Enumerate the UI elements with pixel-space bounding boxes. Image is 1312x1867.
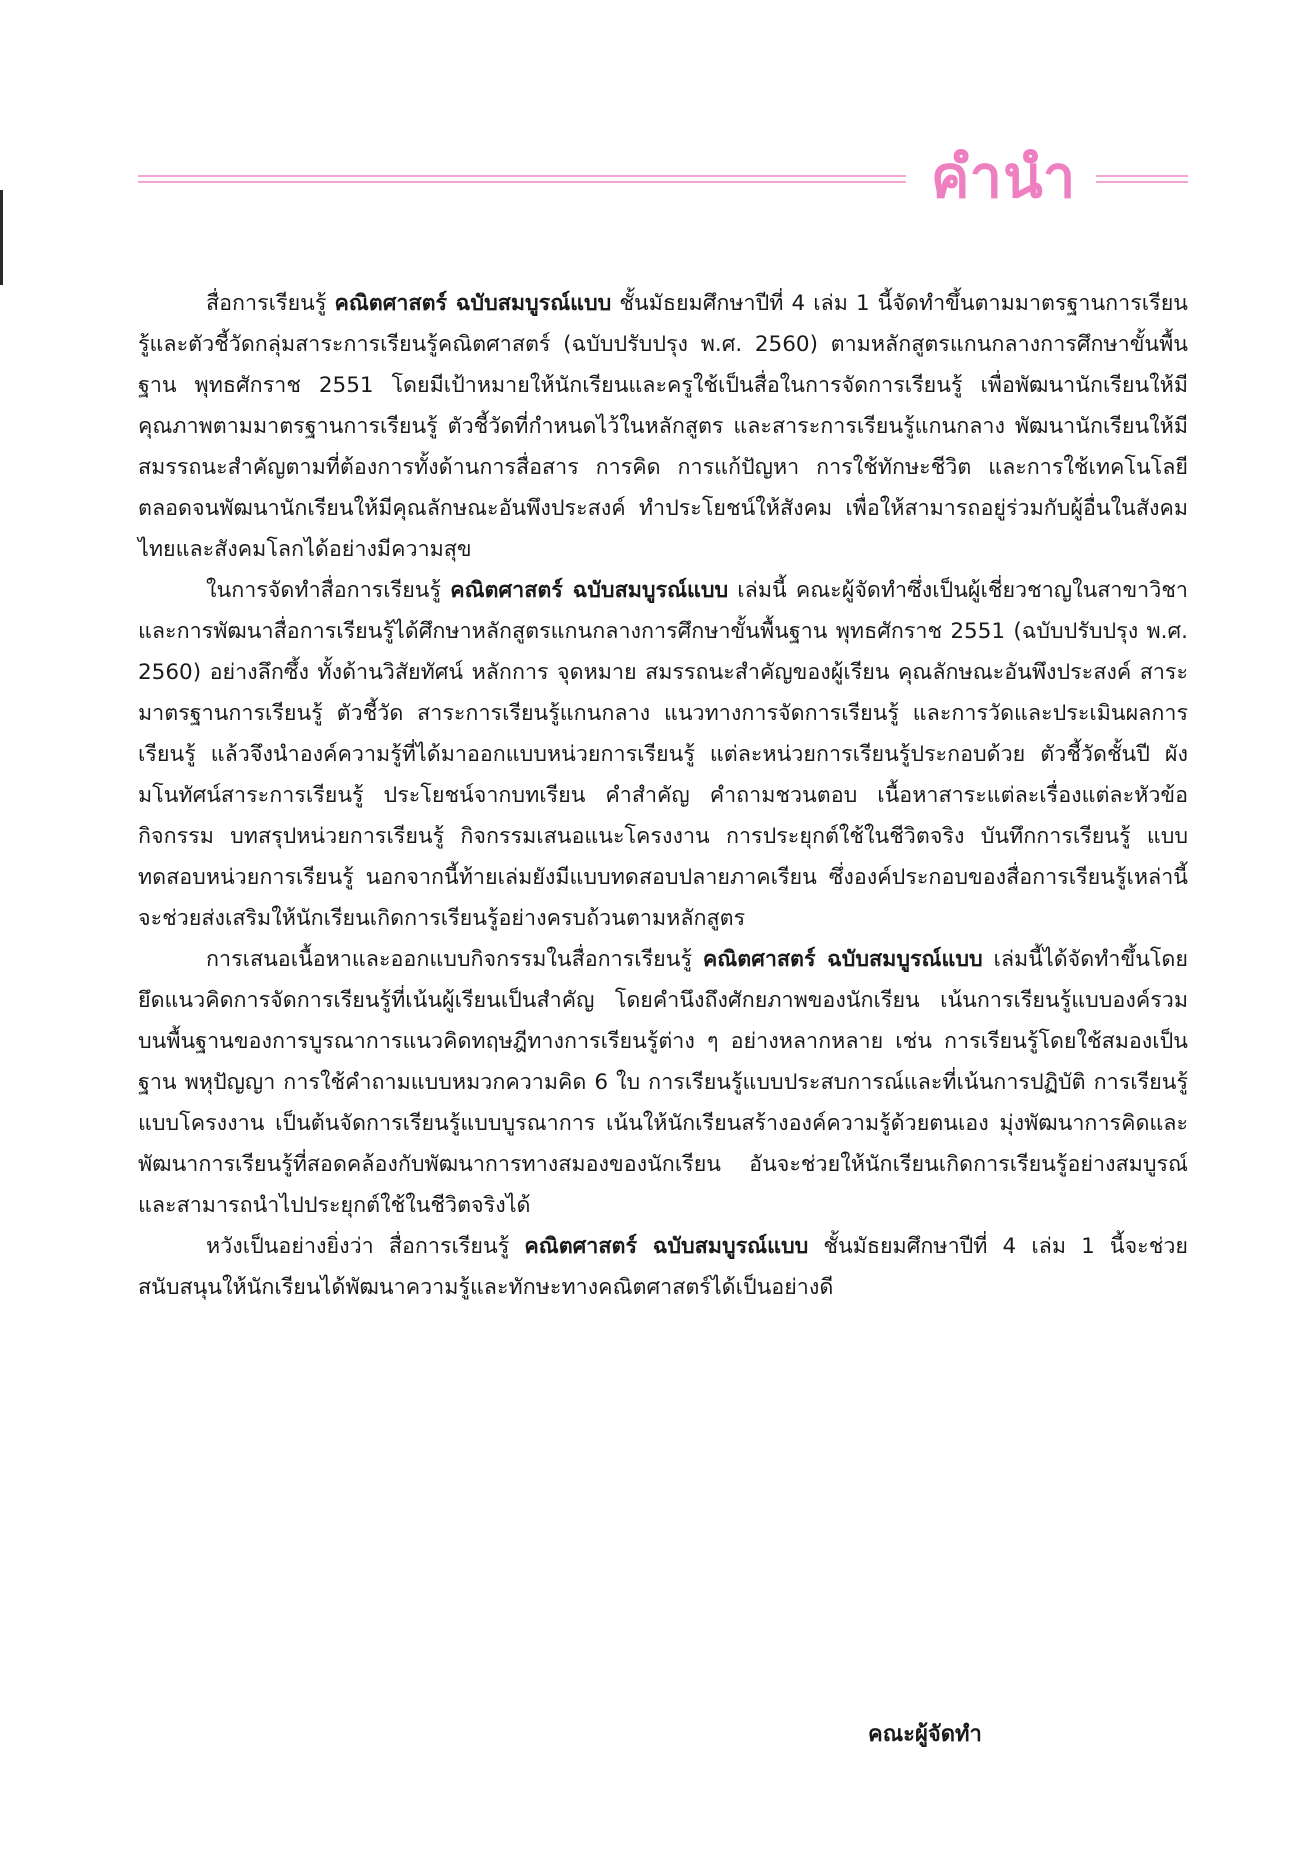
paragraph-3	[138, 939, 1188, 1226]
title-rule-left	[138, 175, 906, 183]
paragraph-text: ชั้นมัธยมศึกษาปีที่ 4 เล่ม 1 นี้จัดทำขึ้นตามมาตรฐานการเรียนรู้และตัวชี้วัดกลุ่มสาระการเรียนรู้คณิตศาสตร์ (ฉบับปรับปรุง พ.ศ. 2560) ตามหลักสูตรแกนกลางการศึกษาขั้นพื้นฐาน พุทธศักราช 2551 โดยมีเป้าหมายให้นักเรียนและครูใช้เป็นสื่อในการจัดการเรียนรู้ เพื่อพัฒนานักเรียนให้มีคุณภาพตามมาตรฐานการเรียนรู้ ตัวชี้วัดที่กำหนดไว้ในหลักสูตร และสาระการเรียนรู้แกนกลาง พัฒนานักเรียนให้มีสมรรถนะสำคัญตามที่ต้องการทั้งด้านการสื่อสาร การคิด การแก้ปัญหา การใช้ทักษะชีวิต และการใช้เทคโนโลยี ตลอดจนพัฒนานักเรียนให้มีคุณลักษณะอันพึงประสงค์ ทำประโยชน์ให้สังคม เพื่อให้สามารถอยู่ร่วมกับผู้อื่นในสังคมไทยและสังคมโลกได้อย่างมีความสุข	[138, 291, 1188, 562]
paragraph-2	[138, 570, 1188, 939]
signature: คณะผู้จัดทำ	[868, 1722, 982, 1747]
paragraph-4	[138, 1226, 1188, 1308]
paragraph-1	[138, 283, 1188, 570]
paragraph-text: สื่อการเรียนรู้	[206, 291, 335, 316]
title-rule-right	[1096, 175, 1188, 183]
book-title-emphasis: คณิตศาสตร์ ฉบับสมบูรณ์แบบ	[702, 947, 983, 972]
heading-row	[138, 132, 1188, 222]
page-edge-mark	[0, 190, 3, 285]
paragraph-text: เล่มนี้ คณะผู้จัดทำซึ่งเป็นผู้เชี่ยวชาญในสาขาวิชาและการพัฒนาสื่อการเรียนรู้ได้ศึกษาหลักสูตรแกนกลางการศึกษาขั้นพื้นฐาน พุทธศักราช 2551 (ฉบับปรับปรุง พ.ศ. 2560) อย่างลึกซึ้ง ทั้งด้านวิสัยทัศน์ หลักการ จุดหมาย สมรรถนะสำคัญของผู้เรียน คุณลักษณะอันพึงประสงค์ สาระ มาตรฐานการเรียนรู้ ตัวชี้วัด สาระการเรียนรู้แกนกลาง แนวทางการจัดการเรียนรู้ และการวัดและประเมินผลการเรียนรู้ แล้วจึงนำองค์ความรู้ที่ได้มาออกแบบหน่วยการเรียนรู้ แต่ละหน่วยการเรียนรู้ประกอบด้วย ตัวชี้วัดชั้นปี ผังมโนทัศน์สาระการเรียนรู้ ประโยชน์จากบทเรียน คำสำคัญ คำถามชวนตอบ เนื้อหาสาระแต่ละเรื่องแต่ละหัวข้อ กิจกรรม บทสรุปหน่วยการเรียนรู้ กิจกรรมเสนอแนะโครงงาน การประยุกต์ใช้ในชีวิตจริง บันทึกการเรียนรู้ แบบทดสอบหน่วยการเรียนรู้ นอกจากนี้ท้ายเล่มยังมีแบบทดสอบปลายภาคเรียน ซึ่งองค์ประกอบของสื่อการเรียนรู้เหล่านี้จะช่วยส่งเสริมให้นักเรียนเกิดการเรียนรู้อย่างครบถ้วนตามหลักสูตร	[138, 578, 1188, 931]
paragraph-text: ในการจัดทำสื่อการเรียนรู้	[206, 578, 451, 603]
book-title-emphasis: คณิตศาสตร์ ฉบับสมบูรณ์แบบ	[524, 1234, 809, 1259]
paragraph-text: หวังเป็นอย่างยิ่งว่า สื่อการเรียนรู้	[206, 1234, 525, 1259]
paragraph-text: ชั้นมัธยมศึกษาปีที่ 4 เล่ม 1 นี้จะช่วยสนับสนุนให้นักเรียนได้พัฒนาความรู้และทักษะทางคณิตศาสตร์ได้เป็นอย่างดี	[138, 1234, 1188, 1300]
paragraph-text: เล่มนี้ได้จัดทำขึ้นโดยยึดแนวคิดการจัดการเรียนรู้ที่เน้นผู้เรียนเป็นสำคัญ โดยคำนึงถึงศักยภาพของนักเรียน เน้นการเรียนรู้แบบองค์รวมบนพื้นฐานของการบูรณาการแนวคิดทฤษฎีทางการเรียนรู้ต่าง ๆ อย่างหลากหลาย เช่น การเรียนรู้โดยใช้สมองเป็นฐาน พหุปัญญา การใช้คำถามแบบหมวกความคิด 6 ใบ การเรียนรู้แบบประสบการณ์และที่เน้นการปฏิบัติ การเรียนรู้แบบโครงงาน เป็นต้นจัดการเรียนรู้แบบบูรณาการ เน้นให้นักเรียนสร้างองค์ความรู้ด้วยตนเอง มุ่งพัฒนาการคิดและพัฒนาการเรียนรู้ที่สอดคล้องกับพัฒนาการทางสมองของนักเรียน อันจะช่วยให้นักเรียนเกิดการเรียนรู้อย่างสมบูรณ์และสามารถนำไปประยุกต์ใช้ในชีวิตจริงได้	[138, 947, 1188, 1218]
book-title-emphasis: คณิตศาสตร์ ฉบับสมบูรณ์แบบ	[450, 578, 729, 603]
foreword-body	[138, 283, 1188, 1308]
paragraph-text: การเสนอเนื้อหาและออกแบบกิจกรรมในสื่อการเรียนรู้	[206, 947, 703, 972]
book-title-emphasis: คณิตศาสตร์ ฉบับสมบูรณ์แบบ	[334, 291, 612, 316]
page-title: คำนำ	[930, 143, 1077, 211]
